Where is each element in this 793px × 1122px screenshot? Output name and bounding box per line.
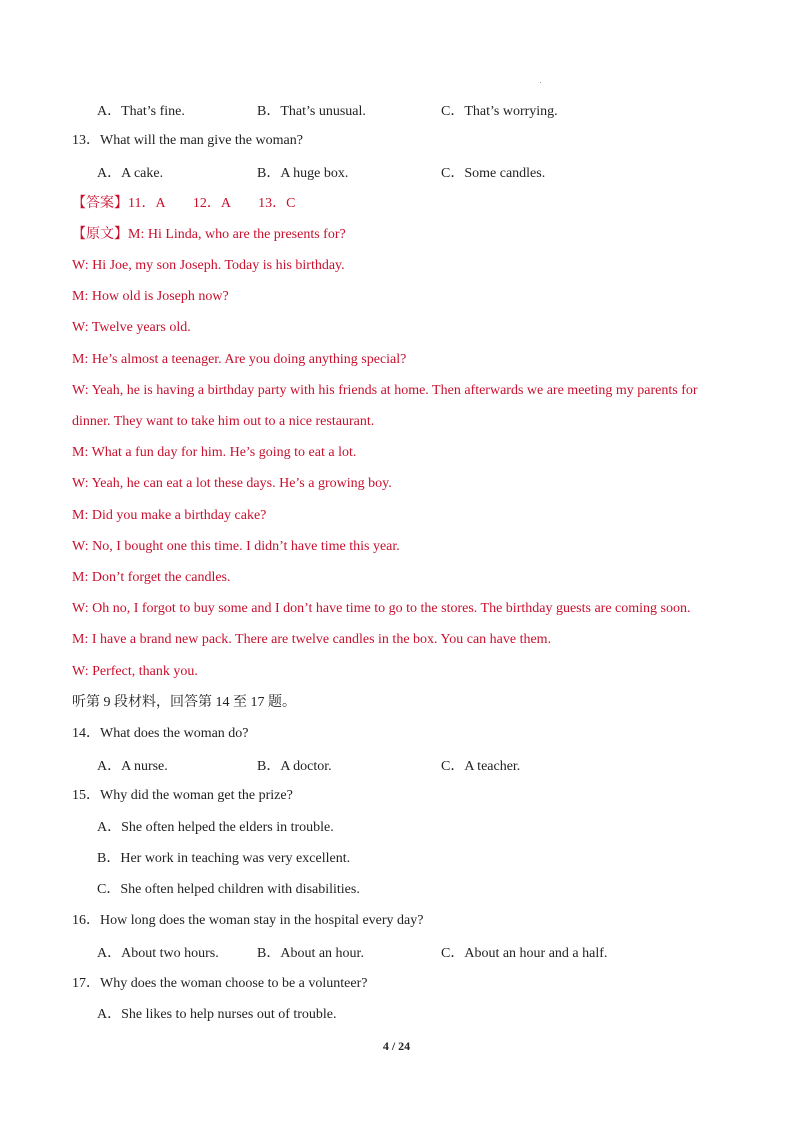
q15-option-c: C．She often helped children with disabilities.: [97, 882, 360, 897]
q14-option-a: A．A nurse.: [97, 759, 168, 774]
q14-stem: 14．What does the woman do?: [72, 726, 249, 741]
q13-stem: 13．What will the man give the woman?: [72, 133, 303, 148]
transcript-line: W: Oh no, I forgot to buy some and I don’t have time to go to the stores. The birthday guests are coming soon.: [72, 601, 691, 616]
transcript-line: M: What a fun day for him. He’s going to eat a lot.: [72, 445, 357, 460]
answer-text: 11．A 12．A 13．C: [128, 196, 296, 211]
transcript-first: M: Hi Linda, who are the presents for?: [128, 227, 346, 242]
q16-option-b: B．About an hour.: [257, 946, 364, 961]
scan-dot: [540, 82, 541, 83]
answer-label: 【答案】: [72, 196, 128, 211]
q12-option-c: C．That’s worrying.: [441, 104, 558, 119]
transcript-line: W: No, I bought one this time. I didn’t have time this year.: [72, 539, 400, 554]
q16-option-c: C．About an hour and a half.: [441, 946, 608, 961]
q17-option-a: A．She likes to help nurses out of trouble.: [97, 1007, 337, 1022]
q13-option-b: B．A huge box.: [257, 166, 349, 181]
q12-option-a: A．That’s fine.: [97, 104, 185, 119]
section-instruction: 听第 9 段材料，回答第 14 至 17 题。: [72, 695, 296, 710]
transcript-label: 【原文】: [72, 227, 128, 242]
transcript-line: M: How old is Joseph now?: [72, 289, 229, 304]
transcript-line: W: Twelve years old.: [72, 320, 191, 335]
page-number: 4 / 24: [382, 1039, 411, 1053]
q14-option-c: C．A teacher.: [441, 759, 521, 774]
q13-option-c: C．Some candles.: [441, 166, 546, 181]
q15-stem: 15．Why did the woman get the prize?: [72, 788, 293, 803]
transcript-line: M: Did you make a birthday cake?: [72, 508, 267, 523]
transcript-line: W: Perfect, thank you.: [72, 664, 198, 679]
q16-option-a: A．About two hours.: [97, 946, 219, 961]
q17-stem: 17．Why does the woman choose to be a volunteer?: [72, 976, 368, 991]
transcript-line: W: Hi Joe, my son Joseph. Today is his birthday.: [72, 258, 345, 273]
transcript-first-line: [72, 225, 346, 245]
transcript-line: M: I have a brand new pack. There are twelve candles in the box. You can have them.: [72, 632, 552, 647]
q16-stem: 16．How long does the woman stay in the hospital every day?: [72, 913, 424, 928]
q15-option-a: A．She often helped the elders in trouble.: [97, 820, 334, 835]
q15-option-b: B．Her work in teaching was very excellent.: [97, 851, 351, 866]
q13-option-a: A．A cake.: [97, 166, 164, 181]
transcript-line: dinner. They want to take him out to a nice restaurant.: [72, 414, 375, 429]
transcript-line: W: Yeah, he can eat a lot these days. He’s a growing boy.: [72, 476, 392, 491]
q14-option-b: B．A doctor.: [257, 759, 332, 774]
q12-option-b: B．That’s unusual.: [257, 104, 366, 119]
transcript-line: W: Yeah, he is having a birthday party with his friends at home. Then afterwards we are meeting my parents for: [72, 383, 698, 398]
answer-line: [72, 194, 296, 214]
transcript-line: M: Don’t forget the candles.: [72, 570, 231, 585]
transcript-line: M: He’s almost a teenager. Are you doing anything special?: [72, 352, 407, 367]
